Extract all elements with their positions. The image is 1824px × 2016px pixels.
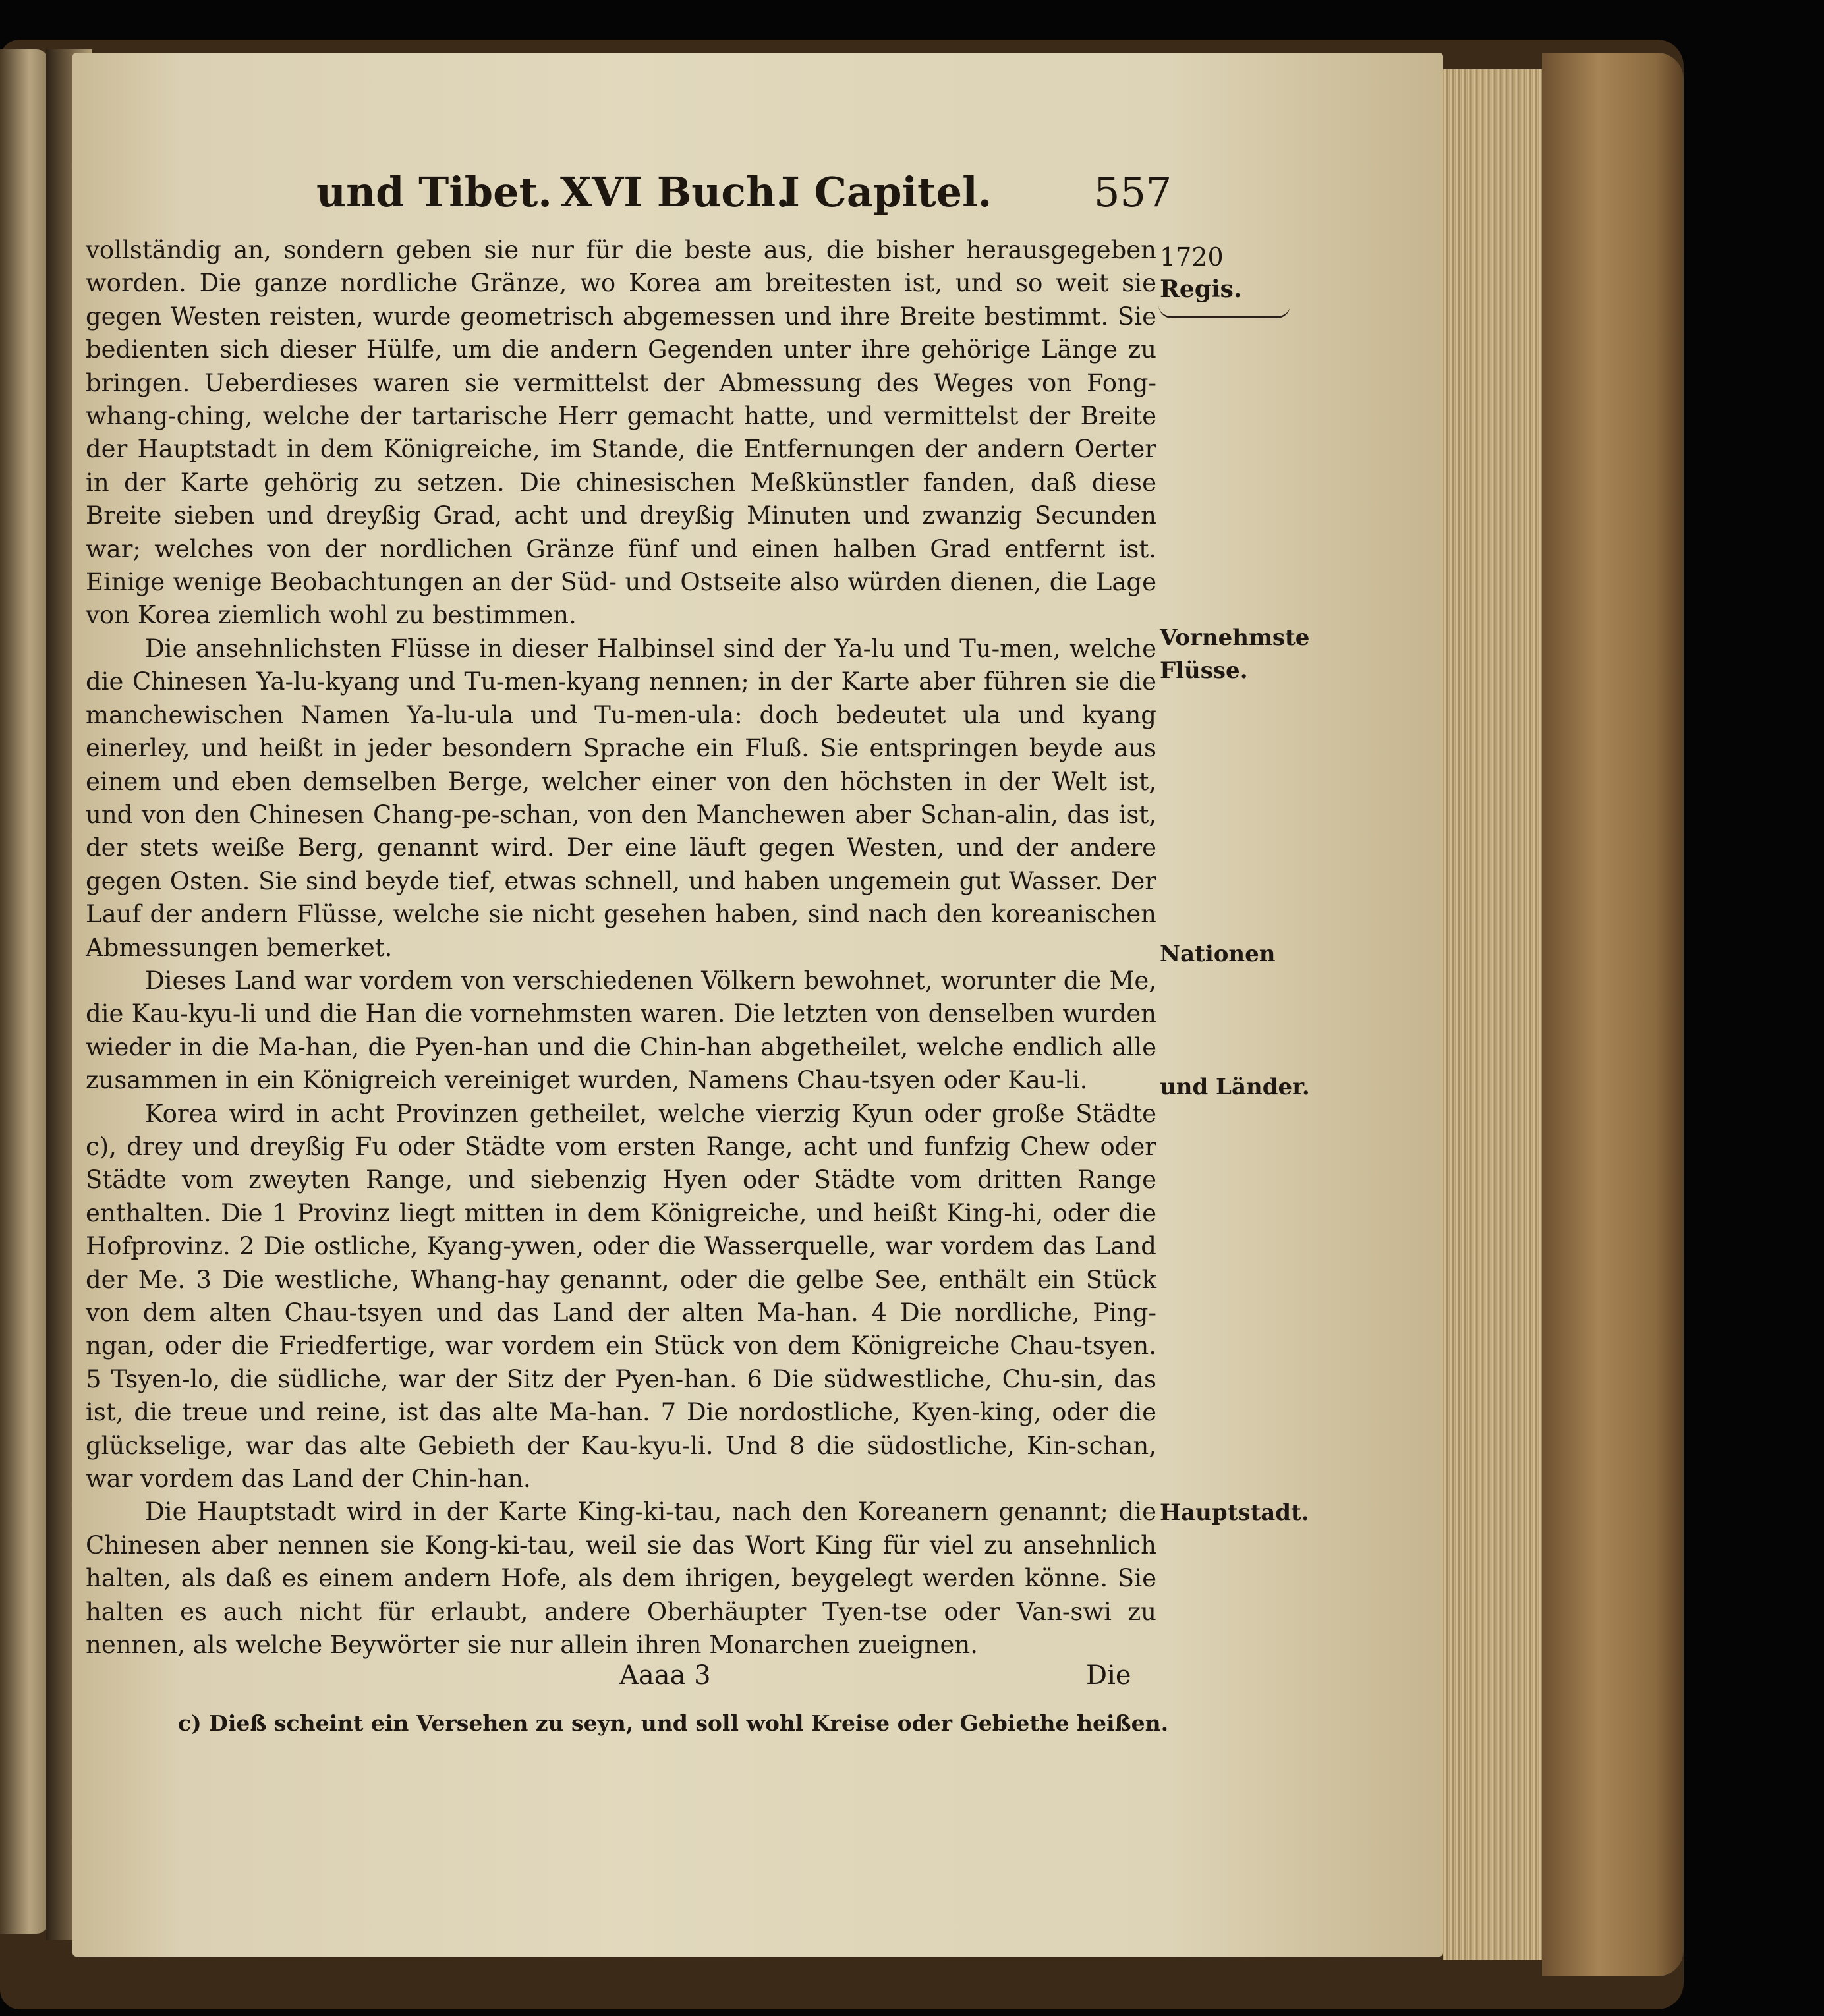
scan-background <box>1684 0 1824 2016</box>
footnote: c) Dieß scheint ein Versehen zu seyn, und soll wohl Kreise oder Gebiethe heißen. <box>178 1710 1169 1736</box>
catchword: Die <box>1086 1660 1131 1691</box>
margin-capital: Hauptstadt. <box>1160 1499 1309 1526</box>
header-right: I Capitel. <box>781 168 992 216</box>
margin-lands: und Länder. <box>1160 1074 1310 1100</box>
header-left: und Tibet. <box>316 168 552 216</box>
margin-rivers-1: Vornehmste <box>1160 625 1310 651</box>
signature-mark: Aaaa 3 <box>619 1660 711 1691</box>
page-stack-edge <box>1443 69 1546 1960</box>
paragraph-2: Die ansehnlichsten Flüsse in dieser Halbinsel sind der Ya-lu und Tu-men, welche die Chinesen Ya-lu-kyang und Tu-men-kyang nennen; in der Karte aber führen sie die manchewischen Namen Ya-lu-ula und Tu-men-ula: doch bedeutet ula und kyang einerley, und heißt in jeder besondern Sprache ein Fluß. Sie entspringen beyde aus einem und eben demselben Berge, welcher einer von den höchsten in der Welt ist, und von den Chinesen Chang-pe-schan, von den Manchewen aber Schan-alin, das ist, der stets weiße Berg, genannt wird. Der eine läuft gegen Westen, und der andere gegen Osten. Sie sind beyde tief, etwas schnell, und haben ungemein gut Wasser. Der Lauf der andern Flüsse, welche sie nicht gesehen haben, sind nach den koreanischen Abmessungen bemerket. <box>86 634 1156 962</box>
header-center: XVI Buch. <box>560 168 790 216</box>
running-header <box>316 168 1173 240</box>
paragraph-1: vollständig an, sondern geben sie nur für die beste aus, die bisher herausgegeben worden. Die ganze nordliche Gränze, wo Korea am breitesten ist, und so weit sie gegen Westen reisten, wurde geometrisch abgemessen und ihre Breite bestimmt. Sie bedienten sich dieser Hülfe, um die andern Gegenden unter ihre gehörige Länge zu bringen. Ueberdieses waren sie vermittelst der Abmessung des Weges von Fong-whang-ching, welche der tartarische Herr gemacht hatte, und vermittelst der Breite der Hauptstadt in dem Königreiche, im Stande, die Entfernungen der andern Oerter in der Karte gehörig zu setzen. Die chinesischen Meßkünstler fanden, daß diese Breite sieben und dreyßig Grad, acht und dreyßig Minuten und zwanzig Secunden war; welches von der nordlichen Gränze fünf und einen halben Grad entfernt ist. Einige wenige Beobachtungen an der Süd- und Ostseite also würden dienen, die Lage von Korea ziemlich wohl zu bestimmen. <box>86 236 1156 630</box>
paragraph-5: Die Hauptstadt wird in der Karte King-ki-tau, nach den Koreanern genannt; die Chinesen aber nennen sie Kong-ki-tau, weil sie das Wort King für viel zu ansehnlich halten, als daß es einem andern Hofe, als dem ihrigen, beygelegt werden könne. Sie halten es auch nicht für erlaubt, andere Oberhäupter Tyen-tse oder Van-swi zu nennen, als welche Beywörter sie nur allein ihren Monarchen zueignen. <box>86 1498 1156 1660</box>
margin-year: 1720 <box>1160 242 1224 271</box>
page-number: 557 <box>1094 168 1172 216</box>
main-text <box>86 234 1156 1662</box>
margin-name: Regis. <box>1160 275 1242 303</box>
paragraph-4: Korea wird in acht Provinzen getheilet, welche vierzig Kyun oder große Städte c), drey und dreyßig Fu oder Städte vom ersten Range, acht und funfzig Chew oder Städte vom zweyten Range, und siebenzig Hyen oder Städte vom dritten Range enthalten. Die 1 Provinz liegt mitten in dem Königreiche, und heißt King-hi, oder die Hofprovinz. 2 Die ostliche, Kyang-ywen, oder die Wasserquelle, war vordem das Land der Me. 3 Die westliche, Whang-hay genannt, oder die gelbe See, enthält ein Stück von dem alten Chau-tsyen und das Land der alten Ma-han. 4 Die nordliche, Ping-ngan, oder die Friedfertige, war vordem ein Stück von dem Königreiche Chau-tsyen. 5 Tsyen-lo, die südliche, war der Sitz der Pyen-han. 6 Die südwestliche, Chu-sin, das ist, die treue und reine, ist das alte Ma-han. 7 Die nordostliche, Kyen-king, oder die glückselige, war das alte Gebieth der Kau-kyu-li. Und 8 die südostliche, Kin-schan, war vordem das Land der Chin-han. <box>86 1099 1156 1494</box>
left-page-edge <box>0 49 49 1934</box>
margin-nations: Nationen <box>1160 941 1276 967</box>
margin-rivers-2: Flüsse. <box>1160 658 1248 684</box>
cover-edge <box>1542 53 1684 1976</box>
paragraph-3: Dieses Land war vordem von verschiedenen Völkern bewohnet, worunter die Me, die Kau-kyu-li und die Han die vornehmsten waren. Die letzten von denselben wurden wieder in die Ma-han, die Pyen-han und die Chin-han abgetheilet, welche endlich alle zusammen in ein Königreich vereiniget wurden, Namens Chau-tsyen oder Kau-li. <box>86 966 1156 1095</box>
margin-brace <box>1158 303 1290 318</box>
